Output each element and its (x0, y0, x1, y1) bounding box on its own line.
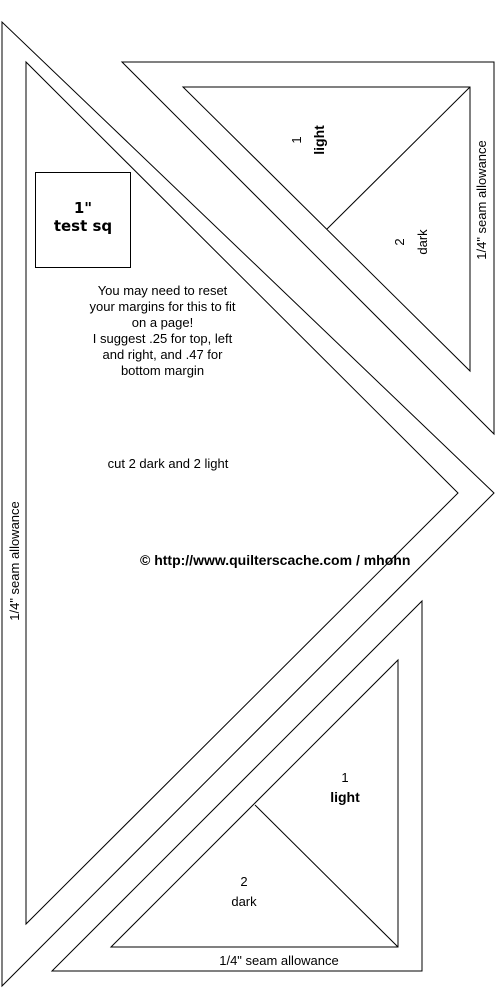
bottom-right-piece1-number: 1 (341, 770, 349, 785)
test-square-label: test sq (53, 217, 113, 235)
bottom-right-piece2-label: dark (231, 894, 257, 909)
top-right-seam-allowance-label: 1/4" seam allowance (474, 140, 489, 260)
left-seam-allowance-label: 1/4" seam allowance (7, 501, 22, 621)
bottom-right-piece1-label: light (330, 789, 360, 805)
bottom-right-piece2-number: 2 (240, 874, 248, 889)
top-right-piece-divider (327, 87, 470, 229)
top-right-piece2-label: dark (415, 229, 430, 255)
top-right-piece2-number: 2 (392, 238, 407, 246)
copyright-notice: © http://www.quilterscache.com / mhohn (140, 552, 411, 568)
margin-note-line: bottom margin (120, 363, 205, 378)
test-square-size: 1" (73, 199, 93, 217)
test-square (35, 172, 131, 268)
bottom-right-piece-divider (255, 805, 398, 947)
top-right-piece1-label: light (311, 125, 327, 155)
margin-note-line: and right, and .47 for (102, 347, 223, 362)
margin-note-line: on a page! (131, 315, 194, 330)
margin-note-line: I suggest .25 for top, left (92, 331, 233, 346)
large-triangle-outer (2, 22, 494, 986)
cut-instruction: cut 2 dark and 2 light (107, 456, 229, 471)
margin-note-line: You may need to reset (97, 283, 228, 298)
margin-instructions (50, 283, 275, 379)
bottom-seam-allowance-label: 1/4" seam allowance (219, 953, 339, 968)
top-right-piece1-number: 1 (289, 136, 304, 144)
margin-note-line: your margins for this to fit (89, 299, 236, 314)
